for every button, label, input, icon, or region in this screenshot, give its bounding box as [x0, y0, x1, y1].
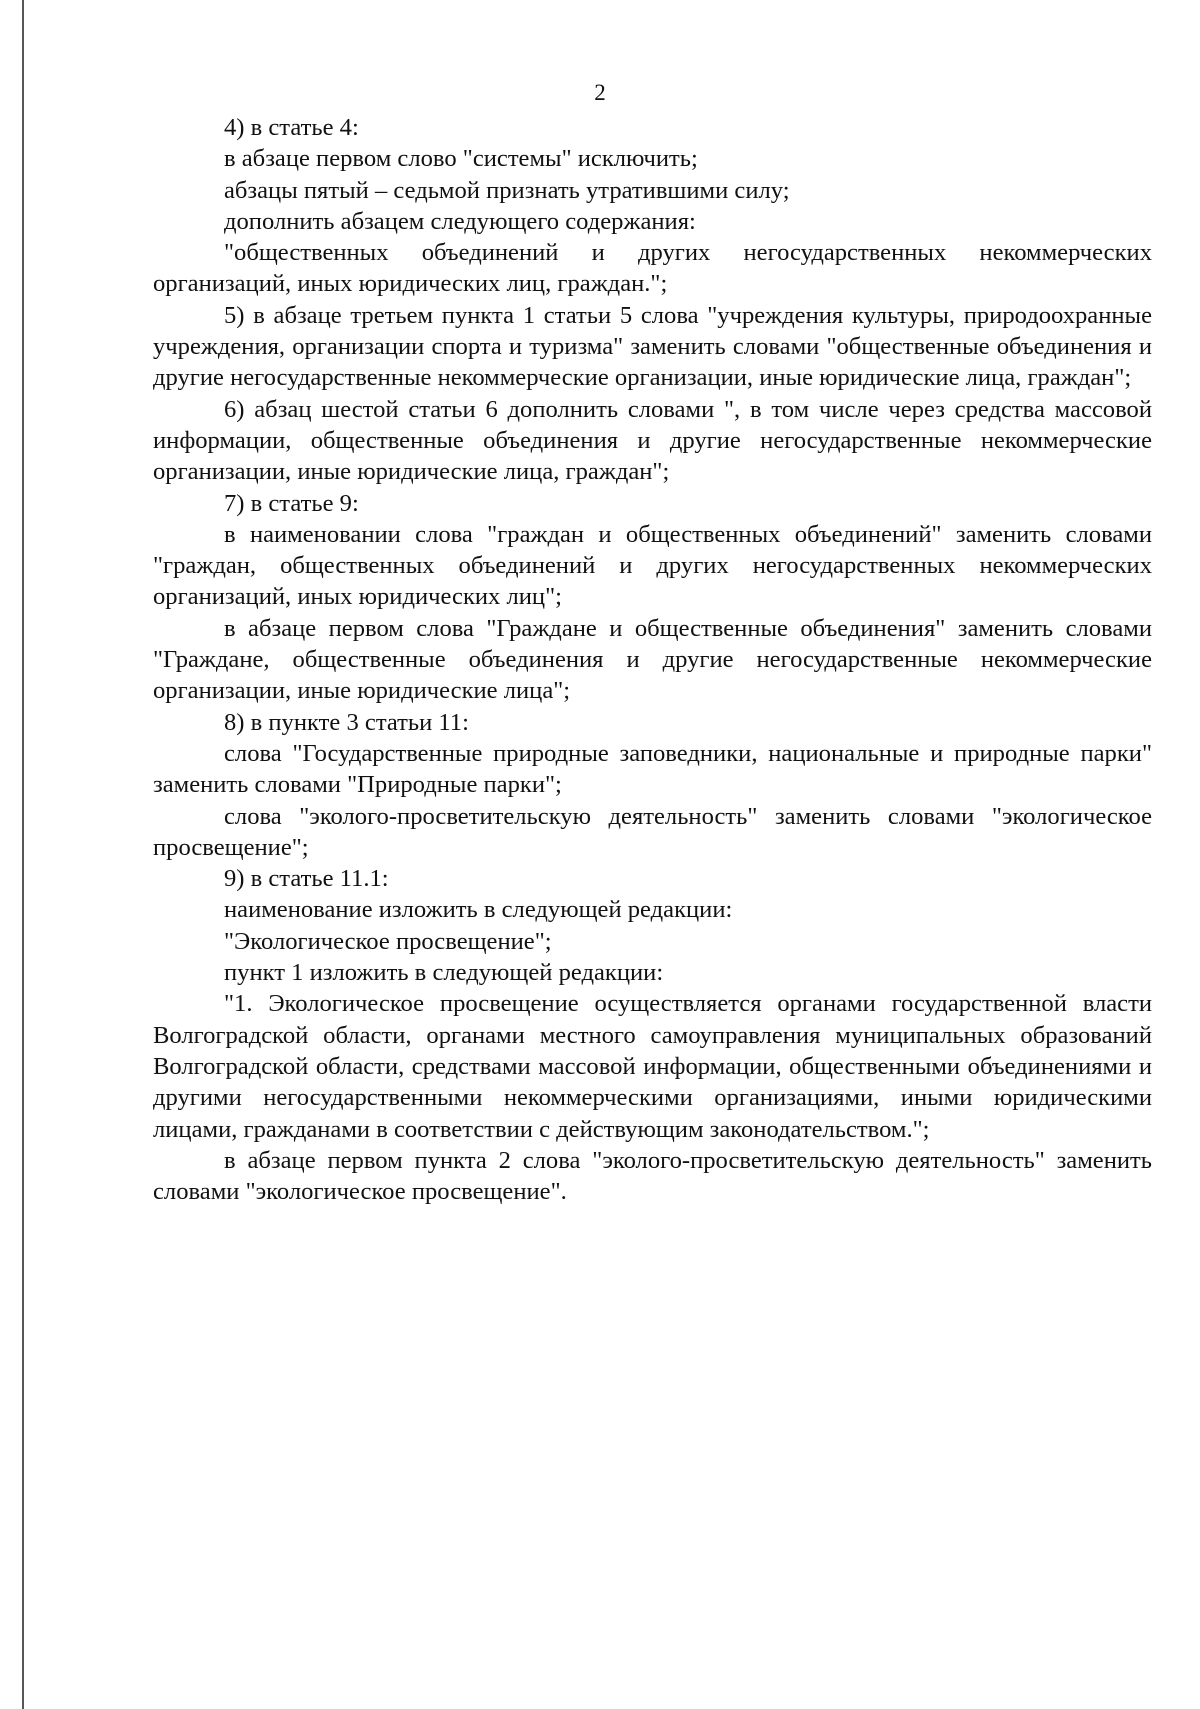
- paragraph-item-4: 4) в статье 4:: [224, 114, 359, 141]
- paragraph-item-7-sub-1: в наименовании слова "граждан и общественных объединений" заменить словами "граждан, общественных объединений и других негосударственных некоммерческих организаций, иных юридических лиц";: [153, 520, 1152, 611]
- document-body: [153, 112, 1152, 1207]
- paragraph-item-8-sub-1: слова "Государственные природные заповедники, национальные и природные парки" заменить словами "Природные парки";: [153, 739, 1152, 799]
- paragraph-item-4-quote: "общественных объединений и других негосударственных некоммерческих организаций, иных юридических лиц, граждан.";: [153, 239, 1152, 298]
- paragraph-item-7: 7) в статье 9:: [224, 489, 359, 517]
- paragraph-item-9: 9) в статье 11.1:: [224, 865, 389, 893]
- page-number: 2: [594, 80, 606, 105]
- paragraph-item-9-sub-1: наименование изложить в следующей редакции:: [224, 896, 733, 924]
- paragraph-item-9-quote: "1. Экологическое просвещение осуществляется органами государственной власти Волгоградской области, органами местного самоуправления муниципальных образований Волгоградской области, средствами массовой информации, общественными объединениями и другими негосударственными некоммерческими организациями, иными юридическими лицами, гражданами в соответствии с действующим законодательством.";: [153, 990, 1152, 1143]
- paragraph-item-8: 8) в пункте 3 статьи 11:: [224, 708, 469, 736]
- paragraph-item-8-sub-2: слова "эколого-просветительскую деятельность" заменить словами "экологическое просвещение";: [153, 802, 1152, 861]
- paragraph-item-6: 6) абзац шестой статьи 6 дополнить словами ", в том числе через средства массовой информации, общественные объединения и другие негосударственные некоммерческие организации, иные юридические лица, граждан";: [153, 395, 1152, 486]
- scan-edge-line: [22, 0, 24, 1709]
- paragraph-item-4-sub-3: дополнить абзацем следующего содержания:: [224, 207, 696, 235]
- paragraph-item-5: 5) в абзаце третьем пункта 1 статьи 5 слова "учреждения культуры, природоохранные учреждения, организации спорта и туризма" заменить словами "общественные объединения и другие негосударственные некоммерческие организации, иные юридические лица, граждан";: [153, 301, 1152, 392]
- paragraph-item-9-sub-4: в абзаце первом пункта 2 слова "эколого-просветительскую деятельность" заменить словами "экологическое просвещение".: [153, 1146, 1152, 1206]
- paragraph-item-7-sub-2: в абзаце первом слова "Граждане и общественные объединения" заменить словами "Граждане, общественные объединения и другие негосударственные некоммерческие организации, иные юридические лица";: [153, 614, 1152, 705]
- paragraph-item-9-sub-2: "Экологическое просвещение";: [224, 927, 552, 955]
- paragraph-item-9-sub-3: пункт 1 изложить в следующей редакции:: [224, 959, 664, 987]
- paragraph-item-4-sub-2: абзацы пятый – седьмой признать утратившими силу;: [224, 176, 790, 204]
- paragraph-item-4-sub-1: в абзаце первом слово "системы" исключить;: [224, 145, 698, 173]
